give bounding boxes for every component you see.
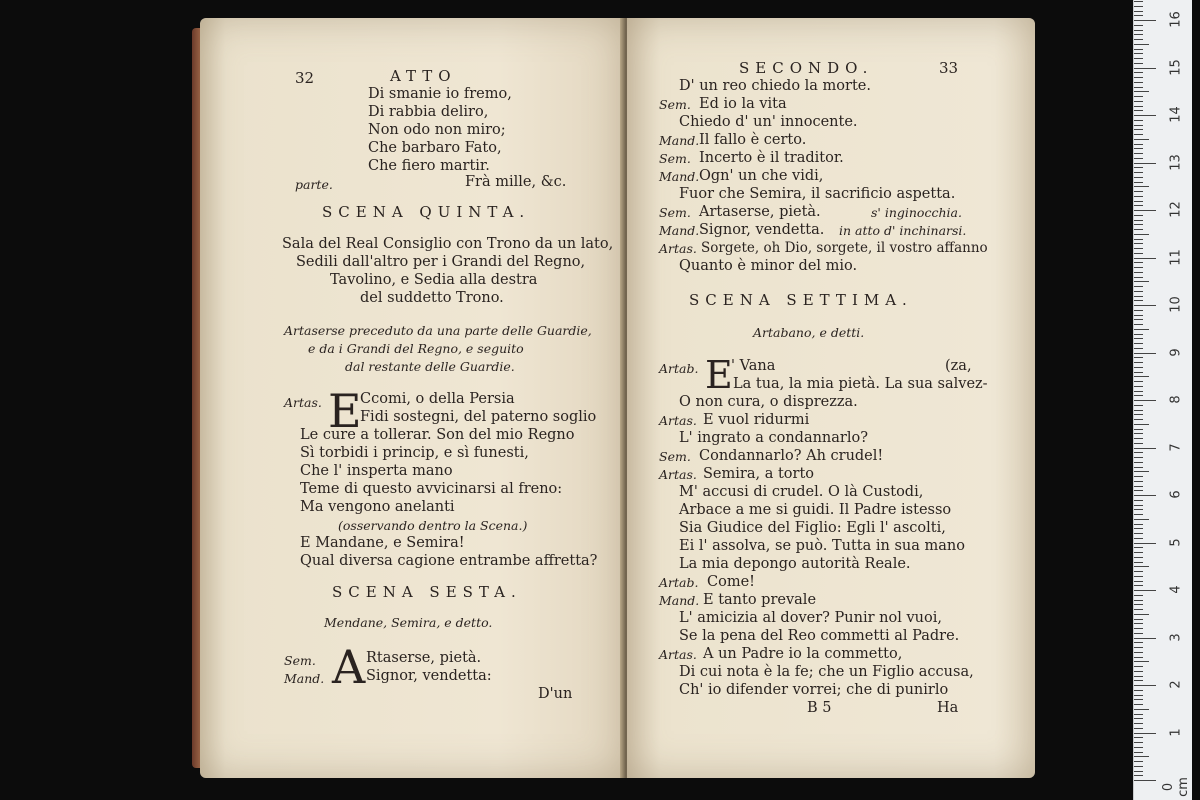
ruler-tick [1134, 704, 1143, 705]
ruler-tick [1134, 505, 1143, 506]
ruler-tick [1134, 272, 1143, 273]
ruler-tick [1134, 334, 1143, 335]
ruler-tick [1134, 481, 1143, 482]
ruler-tick [1134, 343, 1143, 344]
ruler-tick [1134, 376, 1149, 377]
verse-line: Quanto è minor del mio. [679, 258, 858, 274]
ruler-tick [1134, 752, 1143, 753]
verse-line: D' un reo chiedo la morte. [679, 78, 871, 94]
verse-line: Di rabbia deliro, [368, 104, 489, 120]
verse-line: Che barbaro Fato, [368, 140, 502, 156]
ruler-tick [1134, 467, 1143, 468]
verse-line: Sì torbidi i princip, e sì funesti, [300, 445, 529, 461]
stage-direction: parte. [295, 177, 333, 192]
scene-title: SCENA SETTIMA. [689, 291, 913, 309]
ruler-tick [1134, 633, 1143, 634]
speaker-label: Mand. [659, 593, 700, 608]
verse-line: Ch' io difender vorrei; che di punirlo [679, 682, 949, 698]
measuring-ruler [1133, 0, 1192, 800]
catchword: Ha [937, 700, 959, 716]
ruler-tick [1134, 642, 1143, 643]
ruler-tick [1134, 595, 1143, 596]
ruler-tick [1134, 315, 1143, 316]
ruler-tick [1134, 766, 1143, 767]
ruler-tick [1134, 34, 1143, 35]
scene-description: Tavolino, e Sedia alla destra [330, 272, 538, 288]
ruler-tick [1134, 690, 1143, 691]
ruler-tick [1134, 590, 1156, 591]
verse-line: Condannarlo? Ah crudel! [699, 448, 884, 464]
verse-line: E vuol ridurmi [703, 412, 810, 428]
speaker-label: Mand. [284, 671, 325, 686]
ruler-tick [1134, 638, 1156, 639]
ruler-tick [1134, 566, 1149, 567]
speaker-label: Sem. [659, 97, 691, 112]
ruler-tick [1134, 205, 1143, 206]
verse-line: La tua, la mia pietà. La sua salvez- [733, 376, 988, 392]
verse-line: Teme di questo avvicinarsi al freno: [300, 481, 563, 497]
scene-title: SCENA QUINTA. [322, 203, 531, 221]
ruler-tick [1134, 53, 1143, 54]
ruler-number: 7 [1168, 442, 1184, 452]
ruler-tick [1134, 338, 1143, 339]
ruler-tick [1134, 628, 1143, 629]
ruler-tick [1134, 101, 1143, 102]
ruler-tick [1134, 666, 1143, 667]
verse-line: Rtaserse, pietà. [366, 650, 482, 666]
ruler-tick [1134, 500, 1143, 501]
right-page [627, 18, 1035, 778]
verse-line: Frà mille, &c. [465, 174, 567, 190]
ruler-number: 3 [1168, 632, 1184, 642]
ruler-tick [1134, 514, 1143, 515]
ruler-tick [1134, 20, 1156, 21]
ruler-tick [1134, 443, 1143, 444]
ruler-tick [1134, 391, 1143, 392]
ruler-tick [1134, 780, 1156, 781]
speaker-label: Artas. [284, 395, 322, 410]
ruler-tick [1134, 714, 1143, 715]
ruler-tick [1134, 353, 1156, 354]
speaker-label: Mand. [659, 133, 700, 148]
verse-line: ' Vana [731, 358, 776, 374]
ruler-tick [1134, 49, 1143, 50]
ruler-tick [1134, 63, 1143, 64]
ruler-tick [1134, 476, 1143, 477]
ruler-tick [1134, 182, 1143, 183]
ruler-number: 13 [1168, 153, 1184, 171]
ruler-number: 0 cm [1161, 777, 1191, 797]
ruler-tick [1134, 1, 1143, 2]
ruler-tick [1134, 562, 1143, 563]
ruler-tick [1134, 410, 1143, 411]
verse-line: Sorgete, oh Dio, sorgete, il vostro affanno [701, 240, 988, 256]
ruler-number: 14 [1168, 106, 1184, 123]
ruler-tick [1134, 367, 1143, 368]
ruler-tick [1134, 348, 1143, 349]
ruler-tick [1134, 77, 1143, 78]
running-head: ATTO [390, 67, 457, 85]
ruler-tick [1134, 229, 1143, 230]
ruler-tick [1134, 120, 1143, 121]
ruler-tick [1134, 258, 1156, 259]
ruler-tick [1134, 414, 1143, 415]
stage-direction: in atto d' inchinarsi. [839, 223, 967, 238]
ruler-tick [1134, 486, 1143, 487]
ruler-tick [1134, 30, 1143, 31]
ruler-tick [1134, 490, 1143, 491]
running-head: SECONDO. [739, 59, 874, 77]
ruler-number: 15 [1168, 58, 1184, 76]
catchword: D'un [538, 686, 573, 702]
ruler-tick [1134, 357, 1143, 358]
ruler-tick [1134, 424, 1149, 425]
ruler-tick [1134, 623, 1143, 624]
ruler-tick [1134, 134, 1143, 135]
ruler-tick [1134, 110, 1143, 111]
verse-line: O non cura, o disprezza. [679, 394, 858, 410]
ruler-tick [1134, 129, 1143, 130]
ruler-tick [1134, 585, 1143, 586]
open-book [200, 18, 1040, 783]
verse-line: Artaserse, pietà. [699, 204, 821, 220]
ruler-tick [1134, 419, 1143, 420]
page-number: 32 [295, 69, 315, 87]
ruler-tick [1134, 771, 1143, 772]
ruler-tick [1134, 552, 1143, 553]
ruler-tick [1134, 277, 1143, 278]
verse-line: Qual diversa cagione entrambe affretta? [300, 553, 598, 569]
drop-capital: E [328, 384, 362, 438]
ruler-tick [1134, 728, 1143, 729]
ruler-tick [1134, 543, 1156, 544]
ruler-tick [1134, 614, 1149, 615]
verse-line: Ei l' assolva, se può. Tutta in sua mano [679, 538, 965, 554]
ruler-tick [1134, 329, 1149, 330]
ruler-tick [1134, 652, 1143, 653]
ruler-tick [1134, 15, 1143, 16]
verse-line: Semira, a torto [703, 466, 814, 482]
ruler-tick [1134, 571, 1143, 572]
scene-persons: Artabano, e detti. [753, 325, 865, 340]
ruler-tick [1134, 761, 1143, 762]
ruler-number: 8 [1168, 395, 1184, 404]
speaker-label: Sem. [659, 151, 691, 166]
signature-mark: B 5 [807, 700, 832, 716]
page-number: 33 [939, 59, 959, 77]
ruler-tick [1134, 139, 1149, 140]
ruler-tick [1134, 619, 1143, 620]
verse-line: Chiedo d' un' innocente. [679, 114, 858, 130]
ruler-tick [1134, 115, 1156, 116]
ruler-tick [1134, 267, 1143, 268]
ruler-tick [1134, 699, 1143, 700]
ruler-tick [1134, 186, 1149, 187]
ruler-tick [1134, 429, 1143, 430]
ruler-tick [1134, 723, 1143, 724]
ruler-tick [1134, 685, 1156, 686]
ruler-tick [1134, 300, 1143, 301]
verse-line: L' amicizia al dover? Punir nol vuoi, [679, 610, 942, 626]
ruler-tick [1134, 106, 1143, 107]
verse-line: Arbace a me si guidi. Il Padre istesso [679, 502, 952, 518]
ruler-tick [1134, 248, 1143, 249]
ruler-number: 12 [1168, 201, 1184, 218]
stage-direction: dal restante delle Guardie. [345, 359, 515, 374]
verse-line: L' ingrato a condannarlo? [679, 430, 868, 446]
stage-direction: s' inginocchia. [871, 205, 962, 220]
verse-line: Ma vengono anelanti [300, 499, 455, 515]
ruler-tick [1134, 82, 1143, 83]
speaker-label: Mand. [659, 223, 700, 238]
ruler-tick [1134, 680, 1143, 681]
ruler-tick [1134, 291, 1143, 292]
ruler-tick [1134, 91, 1149, 92]
scene-description: Sala del Real Consiglio con Trono da un lato, [282, 236, 614, 252]
ruler-tick [1134, 737, 1143, 738]
verse-line: Fuor che Semira, il sacrificio aspetta. [679, 186, 956, 202]
ruler-tick [1134, 172, 1143, 173]
ruler-tick [1134, 775, 1143, 776]
verse-line: Che l' insperta mano [300, 463, 453, 479]
ruler-number: 1 [1168, 727, 1184, 737]
ruler-tick [1134, 661, 1149, 662]
scene-description: del suddetto Trono. [360, 290, 504, 306]
ruler-tick [1134, 381, 1143, 382]
verse-line: Come! [707, 574, 755, 590]
ruler-tick [1134, 519, 1149, 520]
speaker-label: Artab. [659, 361, 699, 376]
ruler-tick [1134, 148, 1143, 149]
ruler-tick [1134, 528, 1143, 529]
ruler-tick [1134, 604, 1143, 605]
ruler-tick [1134, 153, 1143, 154]
ruler-tick [1134, 386, 1143, 387]
speaker-label: Sem. [659, 449, 691, 464]
ruler-tick [1134, 576, 1143, 577]
speaker-label: Artas. [659, 241, 697, 256]
ruler-tick [1134, 709, 1149, 710]
drop-capital: A [332, 640, 366, 694]
ruler-tick [1134, 87, 1143, 88]
ruler-tick [1134, 747, 1143, 748]
verse-line: M' accusi di crudel. O là Custodi, [679, 484, 924, 500]
verse-line: Sia Giudice del Figlio: Egli l' ascolti, [679, 520, 946, 536]
ruler-tick [1134, 647, 1143, 648]
verse-line: Signor, vendetta. [699, 222, 825, 238]
ruler-tick [1134, 742, 1143, 743]
ruler-tick [1134, 281, 1149, 282]
ruler-tick [1134, 733, 1156, 734]
ruler-tick [1134, 471, 1149, 472]
ruler-tick [1134, 547, 1143, 548]
verse-line: Le cure a tollerar. Son del mio Regno [300, 427, 575, 443]
ruler-tick [1134, 167, 1143, 168]
verse-line: A un Padre io la commetto, [703, 646, 903, 662]
verse-line: Che fiero martir. [368, 158, 490, 174]
verse-line: Ed io la vita [699, 96, 787, 112]
verse-line: Signor, vendetta: [366, 668, 492, 684]
ruler-tick [1134, 224, 1143, 225]
verse-line: Di smanie io fremo, [368, 86, 512, 102]
ruler-tick [1134, 657, 1143, 658]
ruler-tick [1134, 538, 1143, 539]
ruler-number: 11 [1168, 248, 1184, 266]
verse-line: Fidi sostegni, del paterno soglio [360, 409, 597, 425]
ruler-number: 16 [1168, 11, 1184, 28]
ruler-tick [1134, 509, 1143, 510]
ruler-tick [1134, 39, 1143, 40]
ruler-tick [1134, 220, 1143, 221]
ruler-tick [1134, 405, 1143, 406]
ruler-tick [1134, 756, 1149, 757]
ruler-tick [1134, 718, 1143, 719]
ruler-tick [1134, 310, 1143, 311]
ruler-tick [1134, 462, 1143, 463]
speaker-label: Artas. [659, 647, 697, 662]
ruler-number: 5 [1168, 537, 1184, 547]
verse-line: La mia depongo autorità Reale. [679, 556, 911, 572]
verse-line: E Mandane, e Semira! [300, 535, 465, 551]
ruler-tick [1134, 324, 1143, 325]
ruler-tick [1134, 305, 1156, 306]
speaker-label: Sem. [284, 653, 316, 668]
ruler-tick [1134, 210, 1156, 211]
ruler-number: 2 [1168, 680, 1184, 689]
ruler-tick [1134, 234, 1149, 235]
ruler-tick [1134, 676, 1143, 677]
drop-capital: E [705, 353, 733, 397]
speaker-label: Artas. [659, 467, 697, 482]
verse-line: Non odo non miro; [368, 122, 506, 138]
ruler-tick [1134, 372, 1143, 373]
ruler-tick [1134, 695, 1143, 696]
ruler-tick [1134, 125, 1143, 126]
speaker-label: Mand. [659, 169, 700, 184]
ruler-tick [1134, 495, 1156, 496]
speaker-label: Sem. [659, 205, 691, 220]
ruler-tick [1134, 163, 1156, 164]
ruler-tick [1134, 11, 1143, 12]
verse-line: Ogn' un che vidi, [699, 168, 824, 184]
verse-line: Incerto è il traditor. [699, 150, 844, 166]
ruler-tick [1134, 6, 1143, 7]
ruler-tick [1134, 215, 1143, 216]
scene-title: SCENA SESTA. [332, 583, 522, 601]
stage-direction: (osservando dentro la Scena.) [338, 518, 528, 533]
ruler-tick [1134, 96, 1143, 97]
ruler-tick [1134, 144, 1143, 145]
ruler-tick [1134, 239, 1143, 240]
ruler-tick [1134, 58, 1143, 59]
ruler-tick [1134, 362, 1143, 363]
ruler-tick [1134, 177, 1143, 178]
ruler-tick [1134, 243, 1143, 244]
ruler-tick [1134, 196, 1143, 197]
ruler-tick [1134, 581, 1143, 582]
ruler-tick [1134, 609, 1143, 610]
ruler-tick [1134, 296, 1143, 297]
verse-line: Di cui nota è la fe; che un Figlio accusa, [679, 664, 974, 680]
ruler-tick [1134, 524, 1143, 525]
ruler-tick [1134, 438, 1143, 439]
ruler-tick [1134, 533, 1143, 534]
ruler-tick [1134, 158, 1143, 159]
stage-direction: Artaserse preceduto da una parte delle Guardie, [284, 323, 592, 338]
ruler-tick [1134, 286, 1143, 287]
ruler-tick [1134, 457, 1143, 458]
scene-persons: Mendane, Semira, e detto. [324, 615, 493, 630]
ruler-tick [1134, 448, 1156, 449]
speaker-label: Artab. [659, 575, 699, 590]
ruler-number: 6 [1168, 490, 1184, 499]
verse-line: Ccomi, o della Persia [360, 391, 515, 407]
stage-direction: e da i Grandi del Regno, e seguito [308, 341, 524, 356]
ruler-tick [1134, 452, 1143, 453]
verse-line: Il fallo è certo. [699, 132, 807, 148]
ruler-number: 4 [1168, 585, 1184, 594]
ruler-tick [1134, 671, 1143, 672]
ruler-tick [1134, 395, 1143, 396]
ruler-tick [1134, 433, 1143, 434]
ruler-tick [1134, 191, 1143, 192]
speaker-label: Artas. [659, 413, 697, 428]
left-page [200, 18, 625, 778]
scene-description: Sedili dall'altro per i Grandi del Regno, [296, 254, 586, 270]
ruler-tick [1134, 557, 1143, 558]
ruler-number: 9 [1168, 347, 1184, 357]
verse-line: Se la pena del Reo commetti al Padre. [679, 628, 960, 644]
ruler-tick [1134, 600, 1143, 601]
ruler-tick [1134, 262, 1143, 263]
ruler-tick [1134, 72, 1143, 73]
verse-line: E tanto prevale [703, 592, 817, 608]
ruler-tick [1134, 319, 1143, 320]
ruler-tick [1134, 253, 1143, 254]
ruler-tick [1134, 400, 1156, 401]
verse-line: (za, [945, 358, 972, 374]
ruler-tick [1134, 68, 1156, 69]
ruler-number: 10 [1168, 296, 1184, 313]
ruler-tick [1134, 25, 1143, 26]
ruler-tick [1134, 44, 1149, 45]
ruler-tick [1134, 201, 1143, 202]
